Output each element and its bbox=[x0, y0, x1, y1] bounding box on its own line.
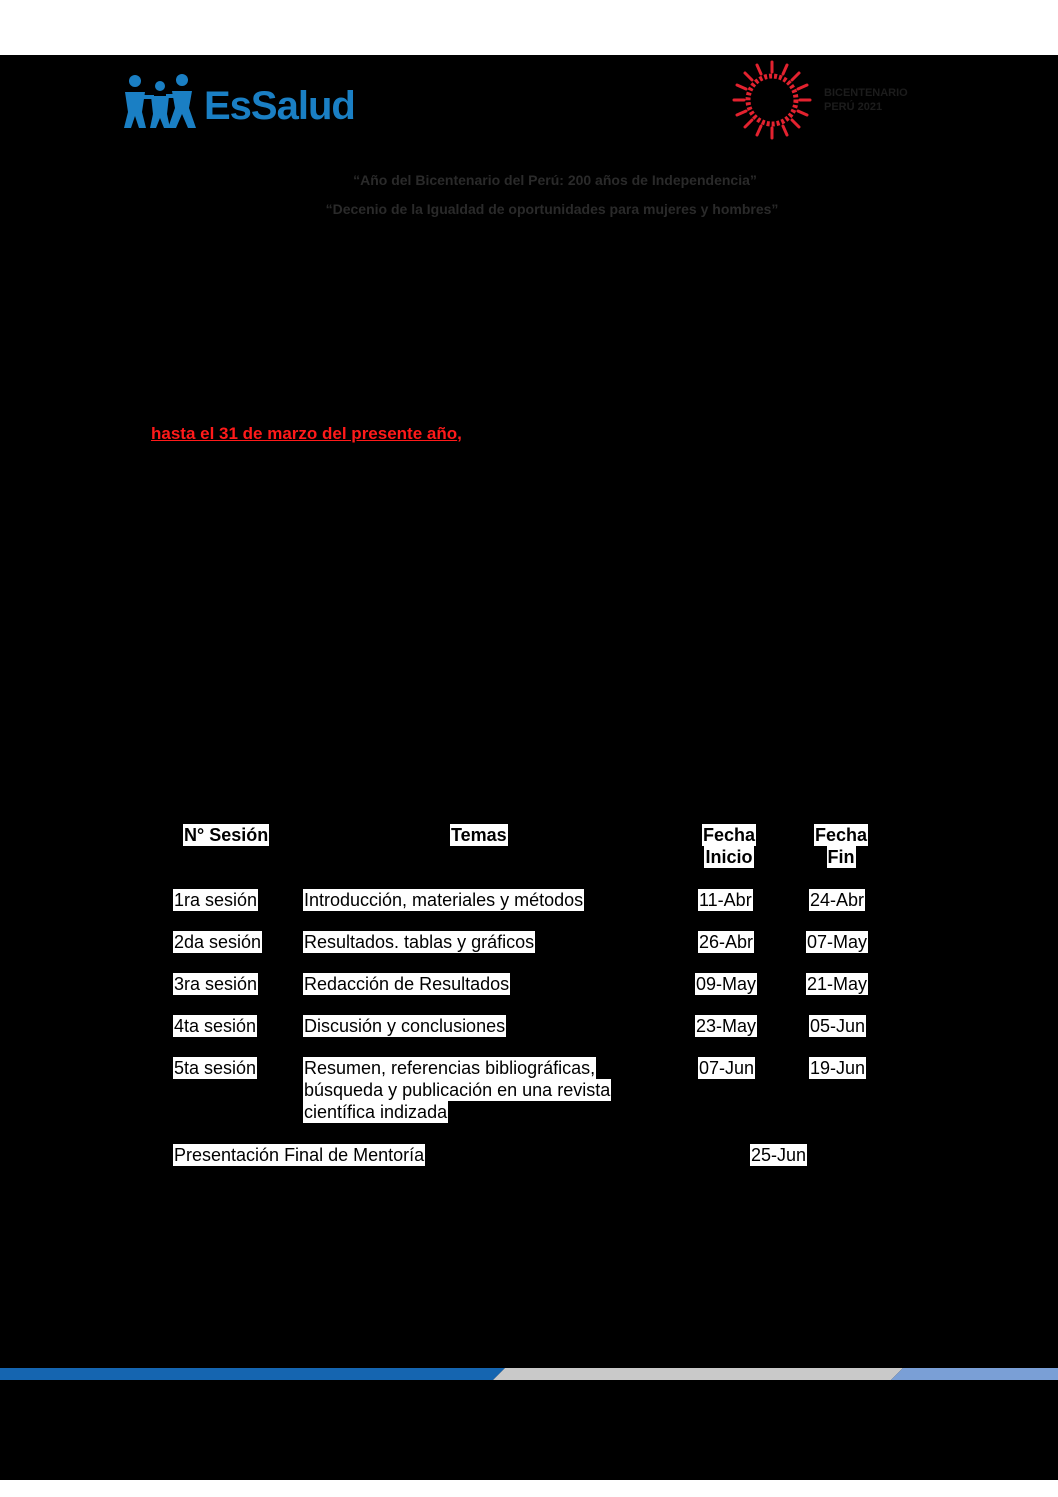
row-3-topic: Redacción de Resultados bbox=[304, 974, 510, 994]
row-2-start: 26-Abr bbox=[699, 932, 754, 952]
essalud-logo bbox=[122, 68, 355, 128]
header-end-date bbox=[810, 824, 872, 868]
row-4-start: 23-May bbox=[696, 1016, 757, 1036]
deadline-punct: , bbox=[457, 424, 462, 443]
footer-stripe-light-blue bbox=[891, 1368, 1058, 1380]
footer-stripe bbox=[0, 1368, 1058, 1380]
header-start-line-1: Fecha bbox=[702, 825, 756, 845]
row-2-end: 07-May bbox=[807, 932, 868, 952]
header-end-line-2: Fin bbox=[827, 847, 855, 867]
header-end-line-1: Fecha bbox=[814, 825, 868, 845]
row-4-topic: Discusión y conclusiones bbox=[304, 1016, 506, 1036]
header-session: N° Sesión bbox=[184, 825, 269, 845]
final-presentation-date: 25-Jun bbox=[751, 1145, 807, 1165]
header-topics: Temas bbox=[451, 825, 507, 845]
deadline-phrase: hasta el 31 de marzo del presente año bbox=[151, 424, 458, 443]
footer-stripe-blue bbox=[0, 1368, 505, 1380]
row-1-start: 11-Abr bbox=[699, 890, 752, 910]
document-page bbox=[0, 55, 1058, 1480]
row-3-session: 3ra sesión bbox=[174, 974, 258, 994]
bicentenario-logo bbox=[730, 58, 950, 142]
deadline-text bbox=[151, 424, 462, 444]
bicentenario-line-2: PERÚ 2021 bbox=[824, 101, 883, 113]
row-2-topic: Resultados. tablas y gráficos bbox=[304, 932, 535, 952]
row-4-session: 4ta sesión bbox=[174, 1016, 257, 1036]
row-5-topic-line-3: científica indizada bbox=[304, 1102, 448, 1122]
row-3-start: 09-May bbox=[696, 974, 757, 994]
header-start-date bbox=[698, 824, 760, 868]
family-figures-icon bbox=[122, 72, 202, 128]
essalud-wordmark: EsSalud bbox=[204, 84, 355, 128]
header-start-line-2: Inicio bbox=[705, 847, 753, 867]
row-1-end: 24-Abr bbox=[810, 890, 865, 910]
motto-decade: “Decenio de la Igualdad de oportunidades para mujeres y hombres” bbox=[325, 201, 779, 217]
bicentenario-emblem-icon bbox=[730, 58, 814, 142]
row-5-session: 5ta sesión bbox=[174, 1058, 257, 1078]
row-5-topic-line-1: Resumen, referencias bibliográficas, bbox=[304, 1058, 596, 1078]
bicentenario-text bbox=[824, 86, 908, 114]
bicentenario-line-1: BICENTENARIO bbox=[824, 87, 908, 99]
row-5-start: 07-Jun bbox=[699, 1058, 755, 1078]
row-1-topic: Introducción, materiales y métodos bbox=[304, 890, 584, 910]
footer-stripe-gray bbox=[493, 1368, 903, 1380]
row-2-session: 2da sesión bbox=[174, 932, 262, 952]
row-5-topic-line-2: búsqueda y publicación en una revista bbox=[304, 1080, 611, 1100]
row-1-session: 1ra sesión bbox=[174, 890, 258, 910]
row-4-end: 05-Jun bbox=[810, 1016, 866, 1036]
row-3-end: 21-May bbox=[807, 974, 868, 994]
final-presentation-label: Presentación Final de Mentoría bbox=[174, 1145, 425, 1165]
row-5-end: 19-Jun bbox=[810, 1058, 866, 1078]
motto-year: “Año del Bicentenario del Perú: 200 años de Independencia” bbox=[353, 172, 757, 188]
